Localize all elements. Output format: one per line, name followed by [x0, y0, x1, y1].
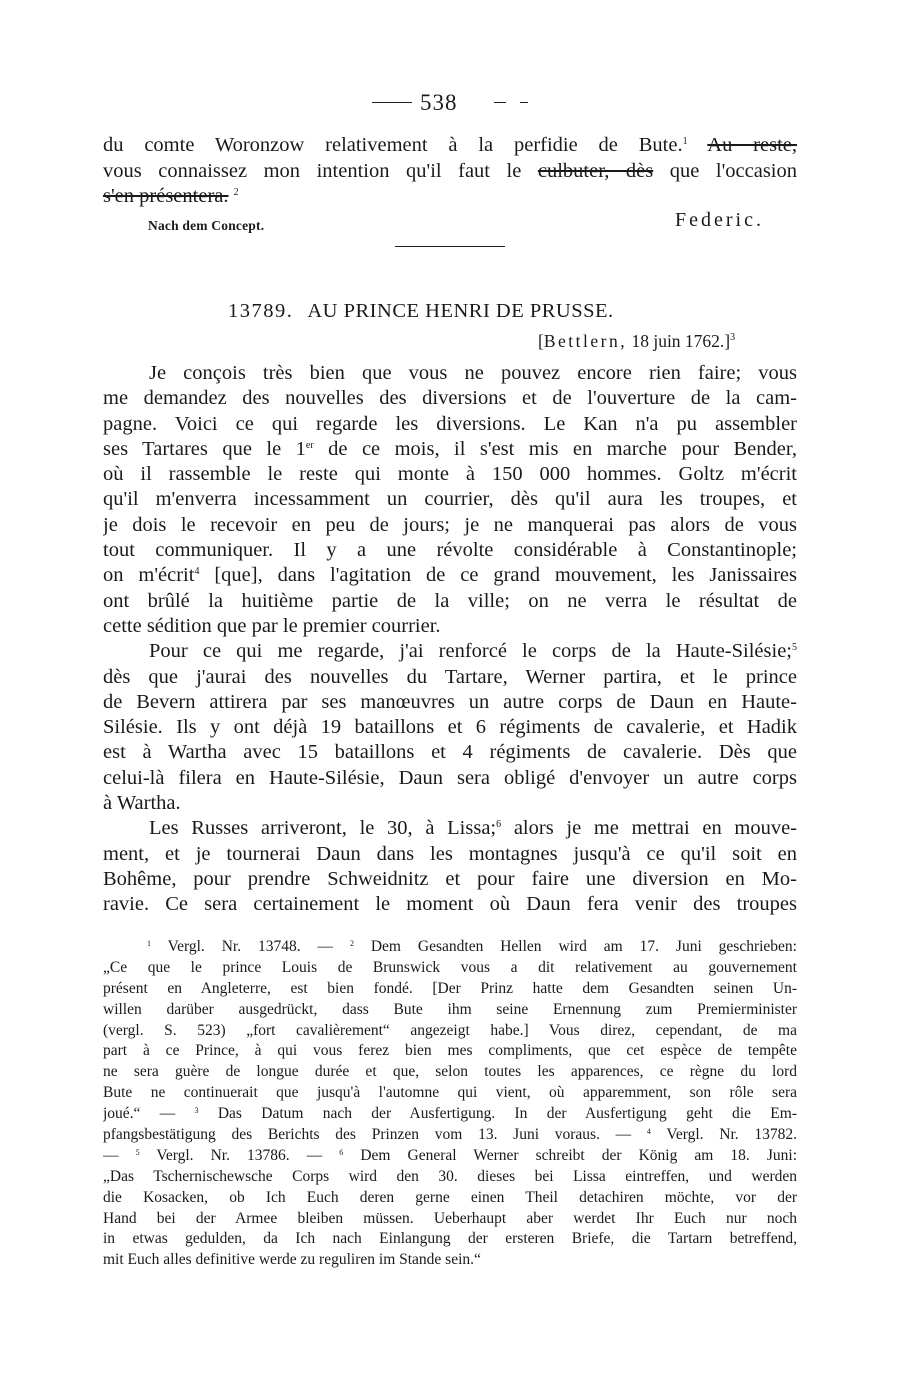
footnote-number: 6 — [339, 1147, 344, 1157]
letter-number: 13789. — [228, 300, 294, 322]
line-text: cette sédition que par le premier courrier. — [103, 614, 441, 637]
footnote-line — [103, 1000, 797, 1021]
footnote-line — [103, 937, 797, 958]
body-line — [103, 639, 797, 664]
line-text: Vergl. Nr. 13748. — — [151, 938, 350, 955]
line-text: où il rassemble le reste qui monte à 150 000 hommes. Goltz m'écrit — [103, 463, 797, 486]
line-text: est à Wartha avec 15 bataillons et 4 régiments de cavalerie. Dès que — [103, 741, 797, 764]
line-text: Bute ne continuerait que jusqu'à l'automne qui vient, où apparemment, son rôle sera — [103, 1084, 797, 1102]
line-text: [que], dans l'agitation de ce grand mouvement, les Janissaires — [199, 564, 797, 587]
line-text: ment, et je tournerai Daun dans les montagnes jusqu'à ce qu'il soit en — [103, 842, 797, 865]
line-text: pfangsbestätigung des Berichts des Prinzen vom 13. Juni voraus. — — [103, 1126, 647, 1144]
footnote-ref: 5 — [792, 642, 797, 654]
footnote-line — [103, 1125, 797, 1146]
body-line — [103, 563, 797, 588]
footnote-line — [103, 1041, 797, 1062]
body-line — [103, 361, 797, 386]
line-text: Dem General Werner schreibt der König am 18. Juni: — [343, 1146, 797, 1164]
line-text: Bohême, pour prendre Schweidnitz et pour faire une diversion en Mo- — [103, 867, 797, 890]
line-text: die Kosacken, ob Ich Euch deren gerne einen Theil detachiren möchte, vor der — [103, 1188, 797, 1206]
footnote-line — [103, 958, 797, 979]
line-text: Pour ce qui me regarde, j'ai renforcé le corps de la Haute-Silésie; — [149, 640, 792, 663]
line-text: me demandez des nouvelles des diversions et de l'ouverture de la cam- — [103, 387, 797, 410]
line-text: pagne. Voici ce qui regarde les diversions. Le Kan n'a pu assembler — [103, 412, 797, 435]
letter-heading — [228, 300, 614, 323]
footnote-line — [103, 1146, 797, 1167]
letter-dateline: [Bettlern, 18 juin 1762.]$^3$ — [538, 331, 736, 351]
letter-body — [103, 361, 797, 918]
line-text: willen darüber ausgedrückt, dass Bute ihm seine Ernennung zum Premierminister — [103, 1000, 797, 1018]
footnote-ref: 1 — [682, 136, 688, 147]
section-divider — [395, 246, 505, 247]
header-dash — [372, 102, 412, 103]
line-text: Hand bei der Armee bleiben müssen. Ueberhaupt aber werdet Ihr Euch nur noch — [103, 1209, 797, 1227]
footnote-line — [103, 1188, 797, 1209]
line-text: — — [103, 1146, 136, 1164]
line-text: ravie. Ce sera certainement le moment où Daun fera venir des troupes — [103, 893, 797, 916]
footnote-line — [103, 1104, 797, 1125]
header-dash — [494, 102, 506, 103]
line-text: Das Datum nach der Ausfertigung. In der Ausfertigung geht die Em- — [198, 1105, 797, 1123]
source-note: Nach dem Concept. — [148, 218, 265, 233]
body-line — [103, 867, 797, 892]
footnote-line — [103, 1209, 797, 1230]
line-text: présent en Angleterre, est bien fondé. [Der Prinz hatte dem Gesandten seinen Un- — [103, 979, 797, 997]
header-dash — [520, 102, 528, 103]
footnote-ref: 6 — [496, 819, 502, 831]
line-text: mit Euch alles definitive werde zu reguliren im Stande sein.“ — [103, 1251, 481, 1269]
footnote-number: 4 — [646, 1127, 651, 1137]
footnote-line — [103, 1062, 797, 1083]
text-line: du comte Woronzow relativement à la perfidie de Bute.$^1$ Au reste, — [103, 134, 797, 156]
text-line: vous connaissez mon intention qu'il faut le culbuter, dès que l'occasion — [103, 159, 797, 182]
page-number: 538 — [420, 90, 458, 115]
line-text: Dem Gesandten Hellen wird am 17. Juni geschrieben: — [353, 938, 797, 955]
line-text: à Wartha. — [103, 792, 181, 815]
struck-text: s'en présentera. — [103, 185, 229, 207]
body-line — [103, 766, 797, 791]
line-text: alors je me mettrai en mouve- — [501, 817, 797, 840]
line-text: je dois le recevoir en peu de jours; je ne manquerai pas alors de vous — [103, 513, 797, 536]
line-text: celui-là filera en Haute-Silésie, Daun sera obligé d'envoyer un autre corps — [103, 766, 797, 789]
line-text: de Bevern attirera par ses manœuvres un autre corps de Daun en Haute- — [103, 690, 797, 713]
body-line — [103, 412, 797, 437]
footnote-ref: 3 — [730, 332, 736, 343]
line-text: ont brûlé la huitième partie de la ville; on ne verra le résultat de — [103, 589, 797, 612]
body-line — [103, 462, 797, 487]
body-line — [103, 842, 797, 867]
letter-title: AU PRINCE HENRI DE PRUSSE. — [307, 300, 614, 322]
body-line — [103, 791, 797, 816]
line-text: de ce mois, il s'est mis en marche pour Bender, — [313, 437, 797, 460]
footnote-ref: er — [305, 439, 314, 451]
letter-place: Bettlern, — [543, 331, 628, 351]
body-line — [103, 690, 797, 715]
line-text: „Ce que le prince Louis de Brunswick vous a dit relativement au gouvernement — [103, 958, 797, 976]
footnote-line — [103, 1167, 797, 1188]
line-text: Vergl. Nr. 13786. — — [139, 1146, 340, 1164]
footnote-number: 5 — [135, 1147, 140, 1157]
footnote-line — [103, 1083, 797, 1104]
body-line — [103, 715, 797, 740]
line-text: Vergl. Nr. 13782. — [650, 1126, 797, 1144]
body-line — [103, 665, 797, 690]
footnote-line — [103, 1250, 797, 1271]
body-line — [103, 589, 797, 614]
line-text: Silésie. Ils y ont déjà 19 bataillons et 6 régiments de cavalerie, et Hadik — [103, 716, 797, 739]
struck-text: culbuter, dès — [537, 159, 654, 182]
previous-letter-ending — [103, 133, 797, 210]
struck-text: Au reste, — [707, 134, 797, 156]
line-text: joué.“ — — [103, 1105, 195, 1123]
line-text: ses Tartares que le 1 — [103, 437, 306, 460]
line-text: (vergl. S. 523) „fort cavalièrement“ angezeigt habe.] Vous direz, cependant, de ma — [103, 1021, 797, 1039]
body-line — [103, 513, 797, 538]
body-line — [103, 538, 797, 563]
line-text: tout communiquer. Il y a une révolte considérable à Constantinople; — [103, 539, 797, 562]
body-line — [103, 740, 797, 765]
line-text: „Das Tschernischewsche Corps wird den 30. dieses bei Lissa eintreffen, und werden — [103, 1167, 797, 1185]
line-text: Je conçois très bien que vous ne pouvez encore rien faire; vous — [149, 362, 797, 384]
body-line — [103, 614, 797, 639]
body-line — [103, 892, 797, 917]
footnote-line — [103, 1021, 797, 1042]
page-header — [0, 90, 900, 120]
line-text: dès que j'aurai des nouvelles du Tartare, Werner partira, et le prince — [103, 665, 797, 688]
footnote-number: 3 — [194, 1106, 199, 1116]
body-line — [103, 437, 797, 462]
body-line — [103, 487, 797, 512]
line-text: on m'écrit — [103, 564, 195, 587]
text-line — [103, 184, 797, 210]
footnote-line — [103, 979, 797, 1000]
footnote-number: 2 — [349, 939, 354, 948]
line-text: ne sera guère de longue durée et que, selon toutes les apparences, ce règne du lord — [103, 1063, 797, 1081]
footnote-line — [103, 1229, 797, 1250]
footnote-number: 1 — [147, 939, 151, 948]
line-text: in etwas gedulden, da Ich nach Einlangung der ersteren Briefe, die Tartarn betreffend, — [103, 1230, 797, 1248]
footnote-ref: 2 — [233, 187, 239, 198]
letter-date: 18 juin 1762.] — [627, 331, 731, 351]
signature: Federic. — [675, 209, 764, 231]
body-line — [103, 816, 797, 841]
body-line — [103, 386, 797, 411]
line-text: qu'il m'enverra incessamment un courrier, dès qu'il aura les troupes, et — [103, 488, 797, 511]
footnotes — [103, 937, 797, 1271]
footnote-ref: 4 — [194, 566, 200, 578]
line-text: part à ce Prince, à qui vous ferez bien mes compliments, que cet espèce de tempête — [103, 1042, 797, 1060]
line-text: Les Russes arriveront, le 30, à Lissa; — [149, 817, 497, 840]
